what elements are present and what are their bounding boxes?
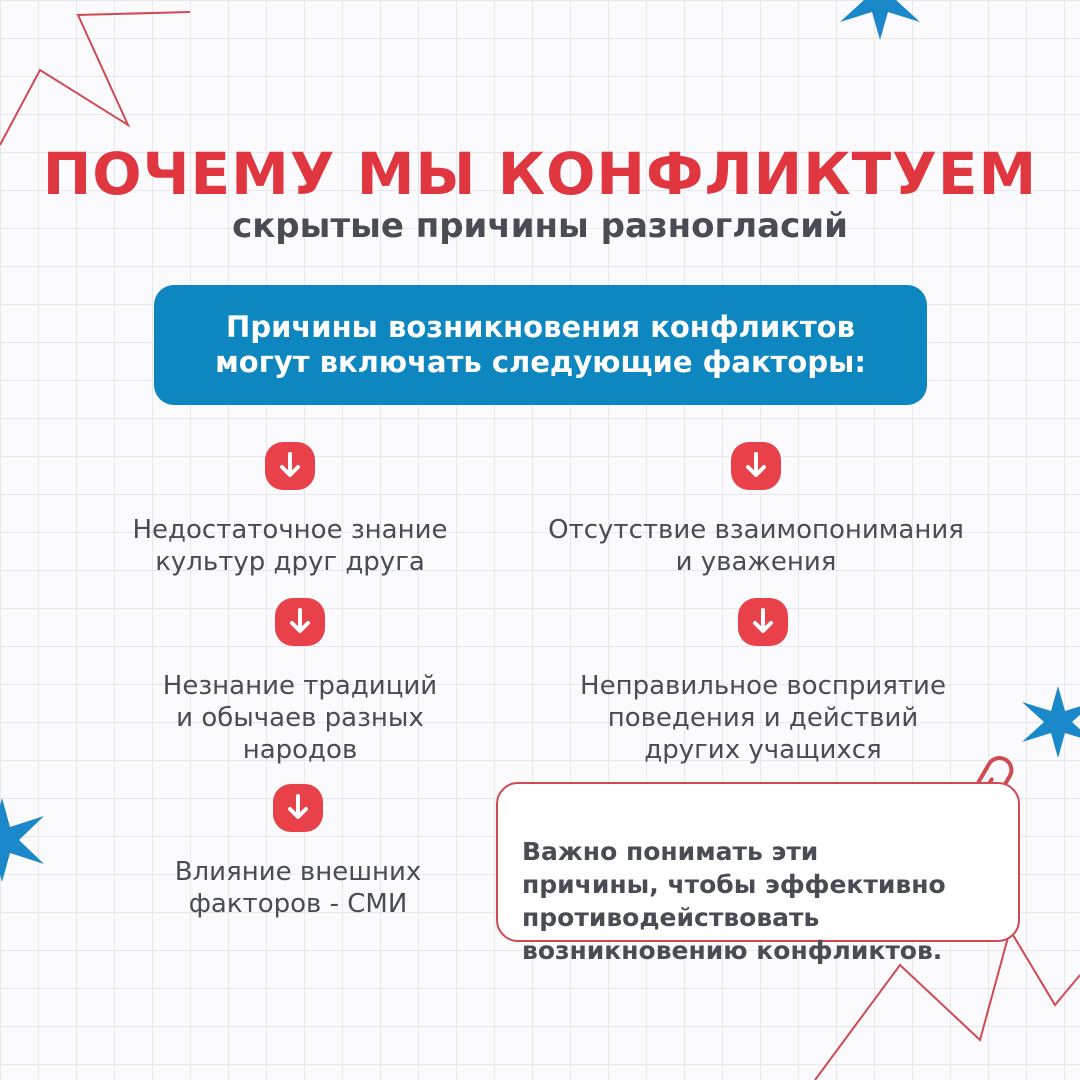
factor-text: Неправильное восприятие поведения и действий других учащихся — [580, 671, 946, 765]
factor-text: Незнание традиций и обычаев разных народов — [162, 671, 438, 765]
factor-text: Влияние внешних факторов - СМИ — [174, 857, 422, 919]
page-subtitle: скрытые причины разногласий — [232, 206, 848, 246]
star-icon-top — [840, 0, 920, 40]
zigzag-line-top-left — [0, 12, 190, 145]
star-icon-left — [0, 798, 44, 882]
factor-item — [100, 596, 500, 766]
intro-text: Причины возникновения конфликтов могут включать следующие факторы: — [215, 310, 866, 379]
star-icon-right — [1022, 686, 1080, 758]
factor-text: Недостаточное знание культур друг друга — [132, 515, 448, 577]
arrow-down-icon — [271, 782, 325, 834]
note-text: Важно понимать эти причины, чтобы эффективно противодействовать возникновению конфликтов. — [522, 837, 946, 965]
arrow-down-icon — [273, 596, 327, 648]
arrow-down-icon — [729, 440, 783, 492]
intro-banner — [154, 285, 927, 405]
factor-item — [513, 596, 1013, 766]
factor-item — [98, 782, 498, 920]
arrow-down-icon — [263, 440, 317, 492]
factor-item — [90, 440, 490, 578]
factor-item — [506, 440, 1006, 578]
factor-text: Отсутствие взаимопонимания и уважения — [548, 515, 964, 577]
note-box — [496, 782, 1020, 965]
arrow-down-icon — [736, 596, 790, 648]
page-title: ПОЧЕМУ МЫ КОНФЛИКТУЕМ — [42, 140, 1038, 208]
